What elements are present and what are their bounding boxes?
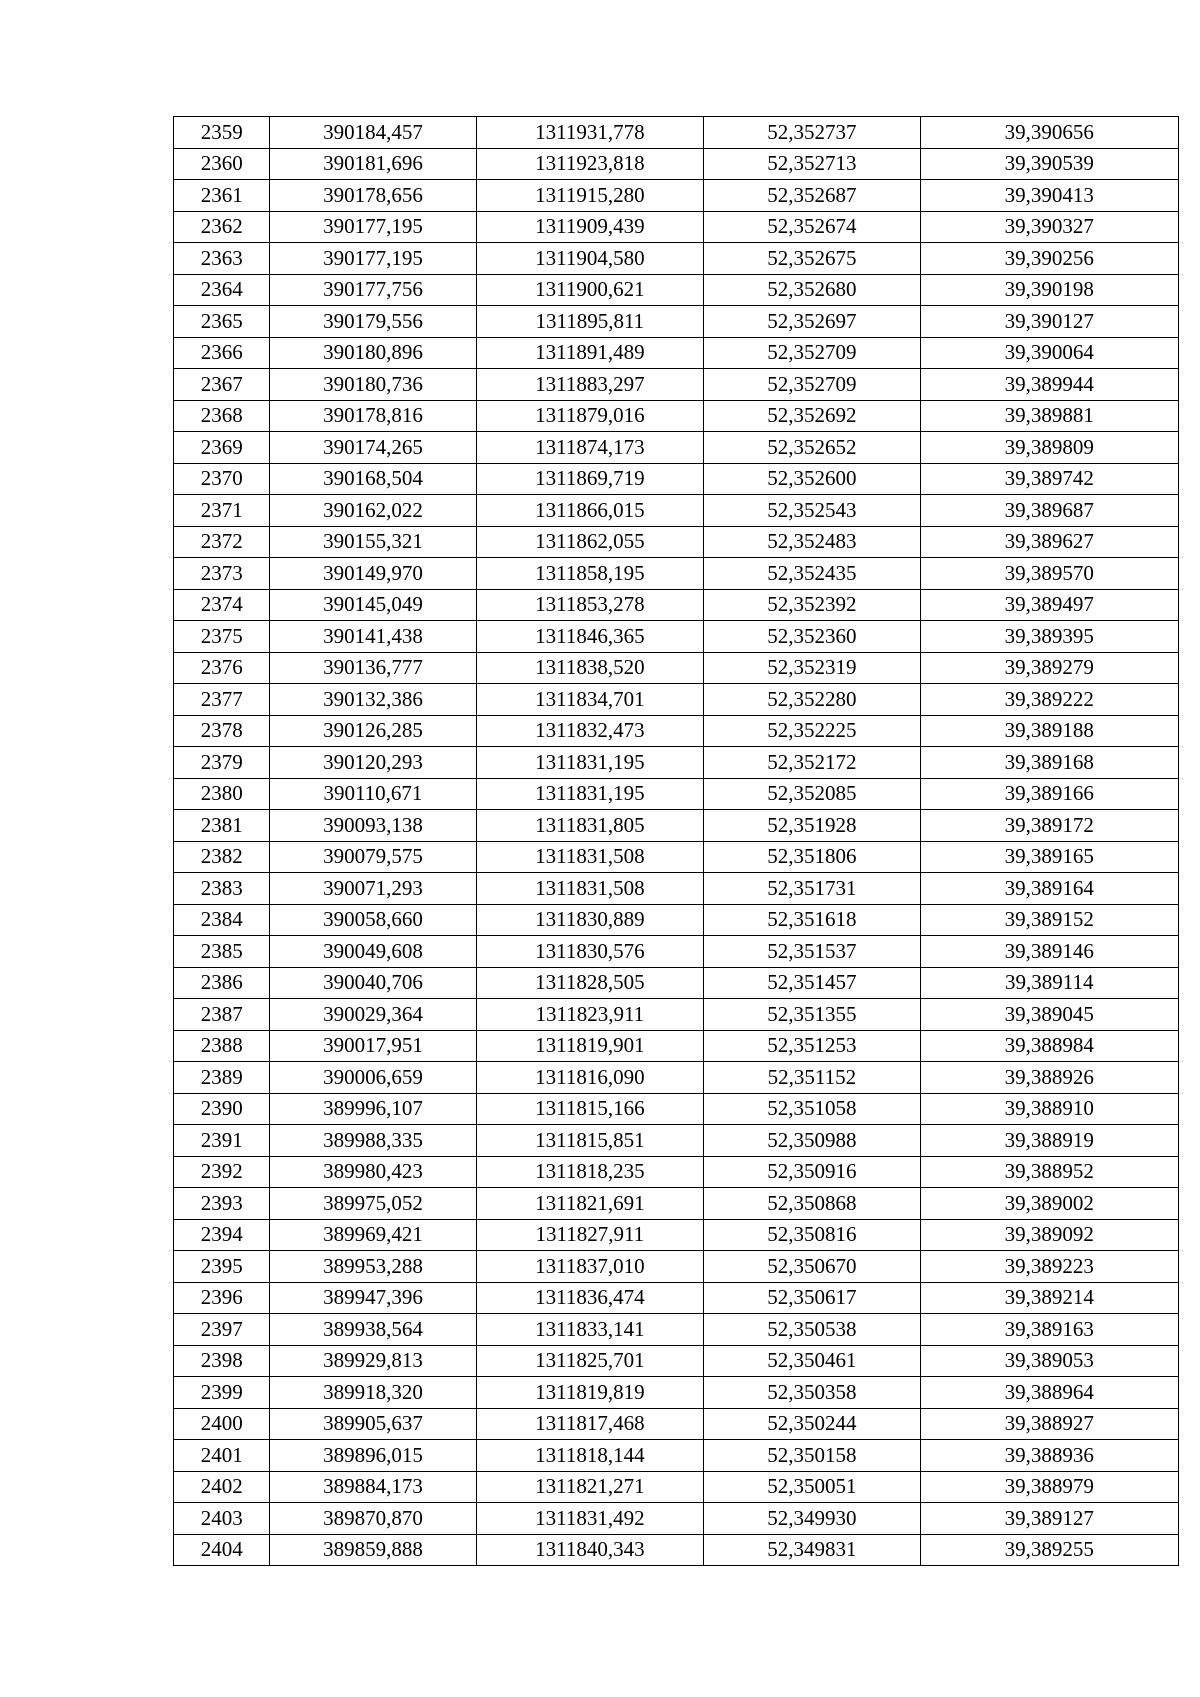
cell-coord-y: 1311819,819 (476, 1377, 704, 1409)
cell-coord-y: 1311825,701 (476, 1345, 704, 1377)
cell-point-number: 2384 (174, 904, 270, 936)
cell-coord-x: 390179,556 (270, 306, 476, 338)
cell-point-number: 2365 (174, 306, 270, 338)
cell-point-number: 2370 (174, 463, 270, 495)
cell-point-number: 2361 (174, 180, 270, 212)
table-row (174, 211, 1179, 243)
cell-coord-x: 390136,777 (270, 652, 476, 684)
cell-longitude: 39,389053 (920, 1345, 1178, 1377)
cell-coord-x: 390174,265 (270, 432, 476, 464)
table-row (174, 432, 1179, 464)
coordinates-table (173, 116, 1179, 1566)
cell-coord-x: 390017,951 (270, 1030, 476, 1062)
cell-coord-x: 390029,364 (270, 999, 476, 1031)
cell-longitude: 39,389944 (920, 369, 1178, 401)
cell-coord-x: 389975,052 (270, 1188, 476, 1220)
cell-coord-x: 389870,870 (270, 1503, 476, 1535)
cell-longitude: 39,389168 (920, 747, 1178, 779)
cell-coord-x: 390093,138 (270, 810, 476, 842)
table-row (174, 810, 1179, 842)
cell-coord-x: 389953,288 (270, 1251, 476, 1283)
table-row (174, 495, 1179, 527)
cell-latitude: 52,352674 (704, 211, 920, 243)
cell-latitude: 52,352392 (704, 589, 920, 621)
cell-latitude: 52,349930 (704, 1503, 920, 1535)
table-row (174, 180, 1179, 212)
cell-latitude: 52,352435 (704, 558, 920, 590)
cell-point-number: 2386 (174, 967, 270, 999)
cell-point-number: 2396 (174, 1282, 270, 1314)
cell-point-number: 2403 (174, 1503, 270, 1535)
cell-coord-x: 390126,285 (270, 715, 476, 747)
cell-longitude: 39,390656 (920, 117, 1178, 149)
cell-point-number: 2381 (174, 810, 270, 842)
cell-longitude: 39,389002 (920, 1188, 1178, 1220)
cell-coord-y: 1311853,278 (476, 589, 704, 621)
cell-longitude: 39,390327 (920, 211, 1178, 243)
cell-coord-y: 1311858,195 (476, 558, 704, 590)
cell-point-number: 2371 (174, 495, 270, 527)
cell-coord-x: 390071,293 (270, 873, 476, 905)
cell-point-number: 2404 (174, 1534, 270, 1566)
cell-point-number: 2369 (174, 432, 270, 464)
cell-point-number: 2378 (174, 715, 270, 747)
cell-latitude: 52,350538 (704, 1314, 920, 1346)
cell-point-number: 2374 (174, 589, 270, 621)
cell-point-number: 2388 (174, 1030, 270, 1062)
cell-coord-y: 1311866,015 (476, 495, 704, 527)
table-row (174, 621, 1179, 653)
cell-point-number: 2366 (174, 337, 270, 369)
cell-longitude: 39,390413 (920, 180, 1178, 212)
table-row (174, 999, 1179, 1031)
cell-longitude: 39,389092 (920, 1219, 1178, 1251)
table-row (174, 1440, 1179, 1472)
cell-coord-x: 389918,320 (270, 1377, 476, 1409)
table-row (174, 684, 1179, 716)
cell-latitude: 52,350617 (704, 1282, 920, 1314)
cell-coord-y: 1311923,818 (476, 148, 704, 180)
cell-point-number: 2389 (174, 1062, 270, 1094)
cell-coord-x: 390180,736 (270, 369, 476, 401)
cell-coord-x: 389905,637 (270, 1408, 476, 1440)
cell-coord-y: 1311830,576 (476, 936, 704, 968)
cell-coord-y: 1311828,505 (476, 967, 704, 999)
table-row (174, 117, 1179, 149)
cell-latitude: 52,352687 (704, 180, 920, 212)
cell-coord-y: 1311840,343 (476, 1534, 704, 1566)
cell-latitude: 52,352280 (704, 684, 920, 716)
cell-longitude: 39,389687 (920, 495, 1178, 527)
cell-coord-x: 390149,970 (270, 558, 476, 590)
cell-coord-x: 390079,575 (270, 841, 476, 873)
cell-point-number: 2372 (174, 526, 270, 558)
cell-point-number: 2401 (174, 1440, 270, 1472)
cell-longitude: 39,390256 (920, 243, 1178, 275)
cell-coord-y: 1311931,778 (476, 117, 704, 149)
table-row (174, 778, 1179, 810)
cell-coord-y: 1311895,811 (476, 306, 704, 338)
table-row (174, 148, 1179, 180)
table-row (174, 1188, 1179, 1220)
cell-point-number: 2385 (174, 936, 270, 968)
cell-point-number: 2393 (174, 1188, 270, 1220)
cell-point-number: 2383 (174, 873, 270, 905)
cell-point-number: 2391 (174, 1125, 270, 1157)
table-row (174, 652, 1179, 684)
cell-coord-x: 389859,888 (270, 1534, 476, 1566)
cell-point-number: 2380 (174, 778, 270, 810)
cell-coord-y: 1311831,195 (476, 747, 704, 779)
cell-latitude: 52,350158 (704, 1440, 920, 1472)
table-row (174, 1534, 1179, 1566)
cell-point-number: 2398 (174, 1345, 270, 1377)
cell-coord-x: 390177,195 (270, 211, 476, 243)
table-row (174, 1345, 1179, 1377)
cell-latitude: 52,352483 (704, 526, 920, 558)
table-row (174, 967, 1179, 999)
cell-coord-y: 1311819,901 (476, 1030, 704, 1062)
cell-coord-y: 1311816,090 (476, 1062, 704, 1094)
cell-coord-x: 389929,813 (270, 1345, 476, 1377)
cell-coord-y: 1311823,911 (476, 999, 704, 1031)
cell-latitude: 52,351618 (704, 904, 920, 936)
cell-coord-x: 389980,423 (270, 1156, 476, 1188)
table-row (174, 1030, 1179, 1062)
cell-longitude: 39,389570 (920, 558, 1178, 590)
cell-latitude: 52,351152 (704, 1062, 920, 1094)
cell-coord-y: 1311883,297 (476, 369, 704, 401)
cell-latitude: 52,352675 (704, 243, 920, 275)
cell-point-number: 2377 (174, 684, 270, 716)
cell-coord-y: 1311831,805 (476, 810, 704, 842)
cell-latitude: 52,351253 (704, 1030, 920, 1062)
cell-point-number: 2387 (174, 999, 270, 1031)
cell-coord-y: 1311831,195 (476, 778, 704, 810)
cell-point-number: 2368 (174, 400, 270, 432)
table-row (174, 1156, 1179, 1188)
table-row (174, 904, 1179, 936)
cell-latitude: 52,352709 (704, 369, 920, 401)
cell-coord-x: 390141,438 (270, 621, 476, 653)
cell-latitude: 52,352652 (704, 432, 920, 464)
cell-coord-x: 390120,293 (270, 747, 476, 779)
cell-latitude: 52,350244 (704, 1408, 920, 1440)
cell-longitude: 39,389172 (920, 810, 1178, 842)
cell-point-number: 2397 (174, 1314, 270, 1346)
cell-coord-x: 390110,671 (270, 778, 476, 810)
cell-latitude: 52,352697 (704, 306, 920, 338)
cell-latitude: 52,350670 (704, 1251, 920, 1283)
cell-coord-y: 1311817,468 (476, 1408, 704, 1440)
cell-coord-x: 390049,608 (270, 936, 476, 968)
table-row (174, 1251, 1179, 1283)
cell-longitude: 39,389881 (920, 400, 1178, 432)
cell-latitude: 52,352085 (704, 778, 920, 810)
cell-point-number: 2400 (174, 1408, 270, 1440)
cell-longitude: 39,388927 (920, 1408, 1178, 1440)
cell-coord-x: 390145,049 (270, 589, 476, 621)
cell-latitude: 52,350358 (704, 1377, 920, 1409)
cell-coord-y: 1311821,271 (476, 1471, 704, 1503)
cell-longitude: 39,389222 (920, 684, 1178, 716)
cell-point-number: 2360 (174, 148, 270, 180)
cell-latitude: 52,350816 (704, 1219, 920, 1251)
cell-longitude: 39,388964 (920, 1377, 1178, 1409)
cell-coord-x: 390180,896 (270, 337, 476, 369)
cell-longitude: 39,389045 (920, 999, 1178, 1031)
cell-latitude: 52,352692 (704, 400, 920, 432)
table-row (174, 936, 1179, 968)
cell-latitude: 52,351928 (704, 810, 920, 842)
cell-longitude: 39,388910 (920, 1093, 1178, 1125)
cell-latitude: 52,351355 (704, 999, 920, 1031)
cell-coord-x: 390178,656 (270, 180, 476, 212)
cell-coord-x: 389947,396 (270, 1282, 476, 1314)
cell-point-number: 2359 (174, 117, 270, 149)
cell-latitude: 52,350988 (704, 1125, 920, 1157)
cell-coord-x: 390184,457 (270, 117, 476, 149)
cell-coord-x: 390162,022 (270, 495, 476, 527)
table-row (174, 1471, 1179, 1503)
cell-coord-y: 1311837,010 (476, 1251, 704, 1283)
cell-coord-y: 1311874,173 (476, 432, 704, 464)
cell-coord-y: 1311827,911 (476, 1219, 704, 1251)
cell-coord-x: 390178,816 (270, 400, 476, 432)
cell-coord-x: 390177,756 (270, 274, 476, 306)
cell-latitude: 52,351731 (704, 873, 920, 905)
cell-latitude: 52,349831 (704, 1534, 920, 1566)
cell-longitude: 39,389114 (920, 967, 1178, 999)
cell-longitude: 39,390539 (920, 148, 1178, 180)
cell-latitude: 52,352737 (704, 117, 920, 149)
cell-coord-y: 1311838,520 (476, 652, 704, 684)
cell-latitude: 52,352172 (704, 747, 920, 779)
table-row (174, 1314, 1179, 1346)
cell-coord-x: 390181,696 (270, 148, 476, 180)
cell-coord-y: 1311869,719 (476, 463, 704, 495)
table-row (174, 747, 1179, 779)
table-row (174, 558, 1179, 590)
coordinates-table-body (174, 117, 1179, 1566)
cell-longitude: 39,389497 (920, 589, 1178, 621)
cell-longitude: 39,389809 (920, 432, 1178, 464)
table-row (174, 873, 1179, 905)
cell-longitude: 39,389279 (920, 652, 1178, 684)
cell-point-number: 2367 (174, 369, 270, 401)
cell-point-number: 2376 (174, 652, 270, 684)
cell-coord-x: 390177,195 (270, 243, 476, 275)
cell-coord-y: 1311900,621 (476, 274, 704, 306)
cell-latitude: 52,352713 (704, 148, 920, 180)
cell-latitude: 52,350868 (704, 1188, 920, 1220)
cell-longitude: 39,390127 (920, 306, 1178, 338)
cell-coord-y: 1311834,701 (476, 684, 704, 716)
cell-coord-y: 1311831,492 (476, 1503, 704, 1535)
cell-point-number: 2373 (174, 558, 270, 590)
cell-latitude: 52,351058 (704, 1093, 920, 1125)
table-row (174, 1282, 1179, 1314)
cell-coord-y: 1311818,235 (476, 1156, 704, 1188)
cell-latitude: 52,351457 (704, 967, 920, 999)
cell-latitude: 52,352600 (704, 463, 920, 495)
cell-coord-y: 1311833,141 (476, 1314, 704, 1346)
cell-latitude: 52,350916 (704, 1156, 920, 1188)
cell-coord-y: 1311879,016 (476, 400, 704, 432)
cell-coord-y: 1311830,889 (476, 904, 704, 936)
cell-longitude: 39,389627 (920, 526, 1178, 558)
cell-longitude: 39,388919 (920, 1125, 1178, 1157)
cell-coord-y: 1311831,508 (476, 841, 704, 873)
cell-coord-y: 1311831,508 (476, 873, 704, 905)
table-row (174, 1408, 1179, 1440)
cell-longitude: 39,388926 (920, 1062, 1178, 1094)
cell-longitude: 39,388936 (920, 1440, 1178, 1472)
cell-latitude: 52,352319 (704, 652, 920, 684)
table-row (174, 1377, 1179, 1409)
cell-coord-x: 390132,386 (270, 684, 476, 716)
cell-point-number: 2392 (174, 1156, 270, 1188)
cell-longitude: 39,388952 (920, 1156, 1178, 1188)
cell-longitude: 39,389188 (920, 715, 1178, 747)
cell-longitude: 39,389163 (920, 1314, 1178, 1346)
cell-latitude: 52,352709 (704, 337, 920, 369)
table-row (174, 1125, 1179, 1157)
cell-coord-x: 390040,706 (270, 967, 476, 999)
cell-longitude: 39,388984 (920, 1030, 1178, 1062)
cell-latitude: 52,350051 (704, 1471, 920, 1503)
table-row (174, 243, 1179, 275)
table-row (174, 1093, 1179, 1125)
cell-coord-x: 389969,421 (270, 1219, 476, 1251)
cell-latitude: 52,352680 (704, 274, 920, 306)
cell-coord-y: 1311909,439 (476, 211, 704, 243)
cell-coord-y: 1311846,365 (476, 621, 704, 653)
cell-point-number: 2363 (174, 243, 270, 275)
cell-coord-x: 389996,107 (270, 1093, 476, 1125)
table-row (174, 463, 1179, 495)
cell-coord-x: 390006,659 (270, 1062, 476, 1094)
table-row (174, 274, 1179, 306)
table-row (174, 841, 1179, 873)
cell-longitude: 39,389127 (920, 1503, 1178, 1535)
cell-coord-x: 390058,660 (270, 904, 476, 936)
cell-coord-x: 389884,173 (270, 1471, 476, 1503)
table-row (174, 526, 1179, 558)
cell-coord-x: 390155,321 (270, 526, 476, 558)
cell-coord-x: 389938,564 (270, 1314, 476, 1346)
cell-coord-y: 1311915,280 (476, 180, 704, 212)
cell-coord-y: 1311836,474 (476, 1282, 704, 1314)
cell-coord-x: 389988,335 (270, 1125, 476, 1157)
cell-longitude: 39,389255 (920, 1534, 1178, 1566)
cell-point-number: 2402 (174, 1471, 270, 1503)
cell-point-number: 2382 (174, 841, 270, 873)
cell-point-number: 2364 (174, 274, 270, 306)
table-row (174, 715, 1179, 747)
cell-longitude: 39,388979 (920, 1471, 1178, 1503)
cell-longitude: 39,389395 (920, 621, 1178, 653)
cell-coord-y: 1311891,489 (476, 337, 704, 369)
cell-coord-y: 1311832,473 (476, 715, 704, 747)
cell-point-number: 2399 (174, 1377, 270, 1409)
cell-longitude: 39,389164 (920, 873, 1178, 905)
cell-coord-y: 1311862,055 (476, 526, 704, 558)
table-row (174, 369, 1179, 401)
cell-longitude: 39,389146 (920, 936, 1178, 968)
cell-longitude: 39,389166 (920, 778, 1178, 810)
cell-latitude: 52,350461 (704, 1345, 920, 1377)
table-row (174, 337, 1179, 369)
cell-point-number: 2362 (174, 211, 270, 243)
cell-coord-y: 1311904,580 (476, 243, 704, 275)
cell-coord-y: 1311815,166 (476, 1093, 704, 1125)
table-row (174, 1503, 1179, 1535)
cell-latitude: 52,352225 (704, 715, 920, 747)
table-row (174, 400, 1179, 432)
cell-longitude: 39,389152 (920, 904, 1178, 936)
table-row (174, 1219, 1179, 1251)
cell-longitude: 39,390198 (920, 274, 1178, 306)
cell-point-number: 2390 (174, 1093, 270, 1125)
cell-point-number: 2394 (174, 1219, 270, 1251)
cell-coord-y: 1311818,144 (476, 1440, 704, 1472)
cell-latitude: 52,352543 (704, 495, 920, 527)
table-row (174, 589, 1179, 621)
table-row (174, 1062, 1179, 1094)
cell-coord-y: 1311821,691 (476, 1188, 704, 1220)
cell-point-number: 2375 (174, 621, 270, 653)
cell-longitude: 39,389165 (920, 841, 1178, 873)
cell-point-number: 2395 (174, 1251, 270, 1283)
cell-coord-x: 390168,504 (270, 463, 476, 495)
table-row (174, 306, 1179, 338)
cell-longitude: 39,389214 (920, 1282, 1178, 1314)
cell-longitude: 39,389742 (920, 463, 1178, 495)
cell-coord-x: 389896,015 (270, 1440, 476, 1472)
cell-latitude: 52,352360 (704, 621, 920, 653)
cell-longitude: 39,390064 (920, 337, 1178, 369)
cell-point-number: 2379 (174, 747, 270, 779)
cell-latitude: 52,351537 (704, 936, 920, 968)
cell-longitude: 39,389223 (920, 1251, 1178, 1283)
cell-coord-y: 1311815,851 (476, 1125, 704, 1157)
cell-latitude: 52,351806 (704, 841, 920, 873)
